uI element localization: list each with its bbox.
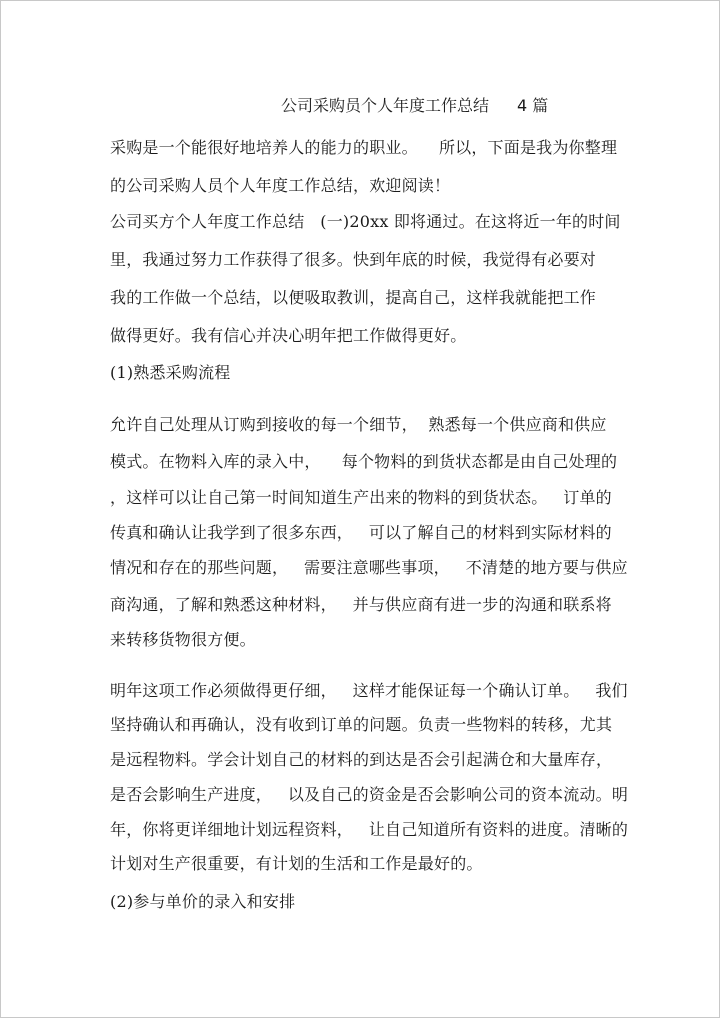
paragraph-line: 是远程物料。学会计划自己的材料的到达是否会引起满仓和大量库存，	[110, 750, 613, 769]
paragraph-line: 年，你将更详细地计划远程资料， 让自己知道所有资料的进度。清晰的	[110, 820, 629, 839]
paragraph-line: 是否会影响生产进度， 以及自己的资金是否会影响公司的资本流动。明	[110, 785, 629, 804]
title-count: 4 篇	[517, 96, 549, 115]
intro-line-2: 的公司采购人员个人年度工作总结，欢迎阅读！	[110, 176, 451, 195]
document-title	[281, 96, 548, 116]
paragraph-line: 商沟通，了解和熟悉这种材料， 并与供应商有进一步的沟通和联系将	[110, 595, 612, 614]
paragraph-line: 来转移货物很方便。	[110, 630, 256, 649]
paragraph-line: 情况和存在的那些问题， 需要注意哪些事项， 不清楚的地方要与供应	[110, 558, 628, 577]
title-text: 公司采购员个人年度工作总结	[281, 96, 490, 115]
paragraph-line: ，这样可以让自己第一时间知道生产出来的物料的到货状态。 订单的	[110, 488, 612, 507]
paragraph-line: 传真和确认让我学到了很多东西， 可以了解自己的材料到实际材料的	[110, 523, 612, 542]
paragraph-line: 允许自己处理从订购到接收的每一个细节， 熟悉每一个供应商和供应	[110, 415, 607, 434]
paragraph-line: 我的工作做一个总结，以便吸取教训，提高自己，这样我就能把工作	[110, 288, 597, 307]
section-heading-2: (2)参与单价的录入和安排	[110, 892, 296, 911]
paragraph-line: 坚持确认和再确认，没有收到订单的问题。负责一些物料的转移，尤其	[110, 715, 613, 734]
paragraph-line: 里，我通过努力工作获得了很多。快到年底的时候，我觉得有必要对	[110, 250, 597, 269]
paragraph-line: 明年这项工作必须做得更仔细， 这样才能保证每一个确认订单。 我们	[110, 681, 628, 700]
paragraph-line: 计划对生产很重要，有计划的生活和工作是最好的。	[110, 854, 483, 873]
paragraph-line: 模式。在物料入库的录入中， 每个物料的到货状态都是由自己处理的	[110, 452, 618, 471]
paragraph-line: 做得更好。我有信心并决心明年把工作做得更好。	[110, 326, 467, 345]
intro-line-1: 采购是一个能很好地培养人的能力的职业。 所以，下面是我为你整理	[110, 138, 618, 157]
paragraph-line: 公司买方个人年度工作总结 (一)20xx 即将通过。在这将近一年的时间	[110, 212, 621, 231]
section-heading-1: (1)熟悉采购流程	[110, 363, 231, 382]
